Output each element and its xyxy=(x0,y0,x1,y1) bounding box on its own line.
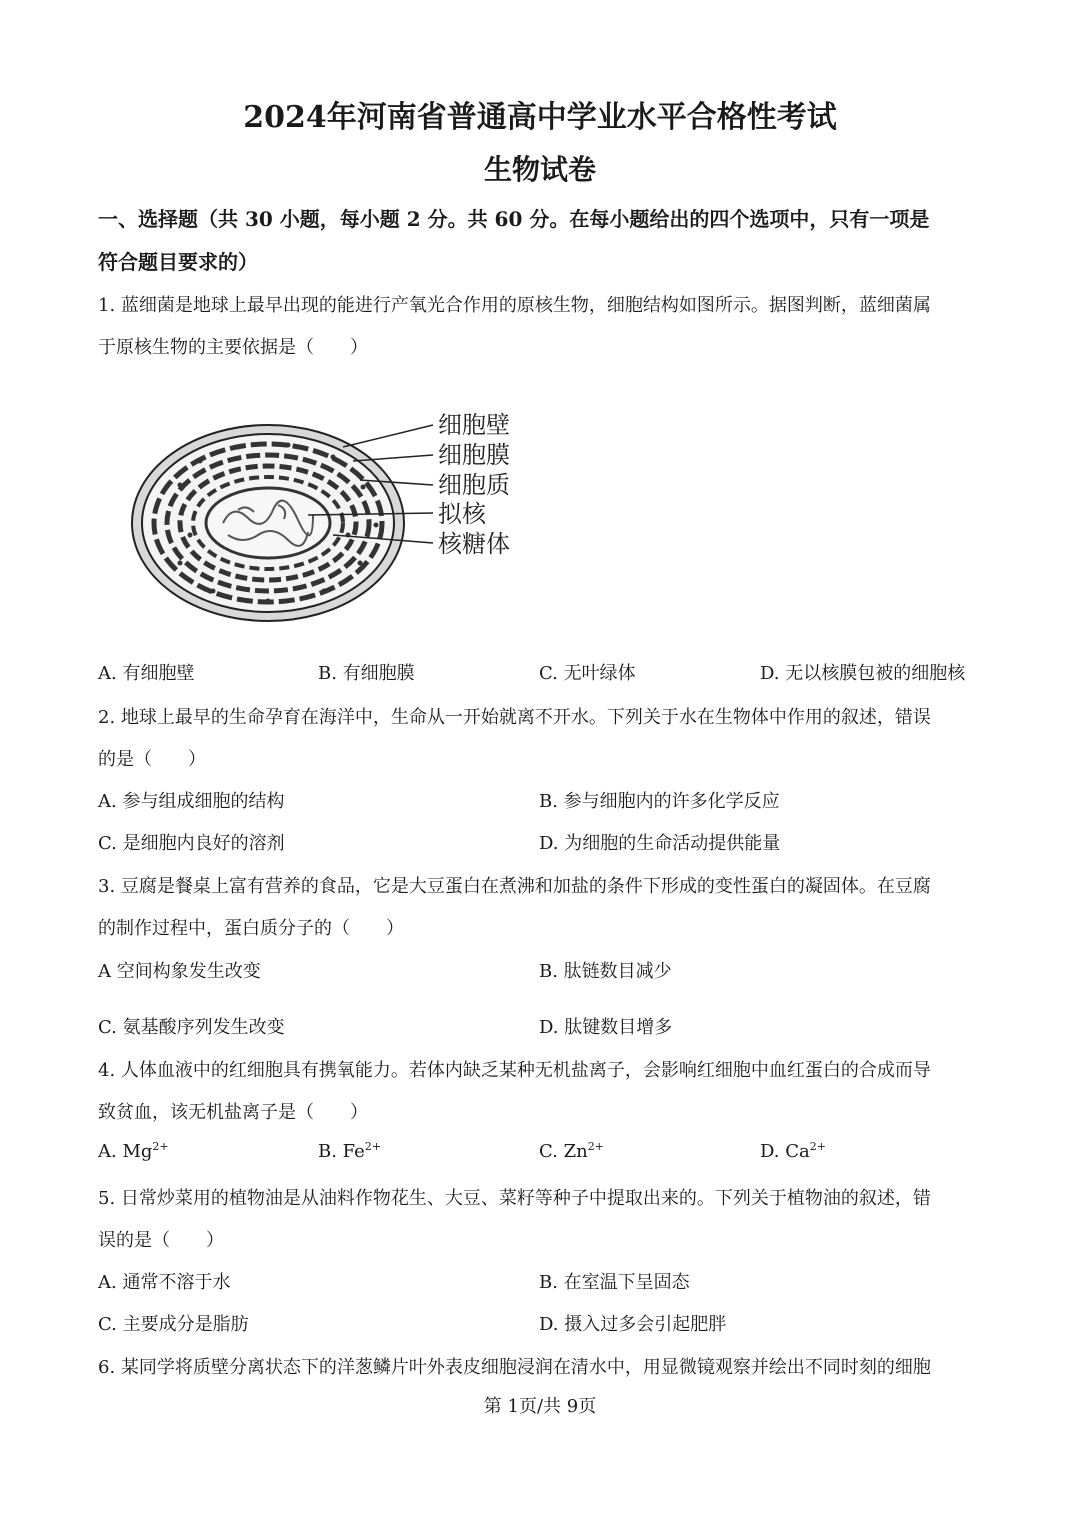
q5-option-a: A. 通常不溶于水 xyxy=(98,1272,231,1293)
q4-option-b-charge: 2+ xyxy=(364,1140,382,1153)
q2-option-a: A. 参与组成细胞的结构 xyxy=(98,791,285,812)
q2-option-c: C. 是细胞内良好的溶剂 xyxy=(98,833,285,854)
cyanobacteria-cell-diagram xyxy=(128,395,548,625)
q4-option-d xyxy=(760,1140,826,1162)
cell-body xyxy=(132,425,404,621)
question-2-line2: 的是（ ） xyxy=(98,749,206,770)
q4-option-a-text: A. Mg xyxy=(98,1141,153,1162)
page-number: 第 1页/共 9页 xyxy=(483,1396,597,1417)
exam-subtitle: 生物试卷 xyxy=(483,153,596,186)
q4-option-b-text: B. Fe xyxy=(318,1141,365,1162)
q3-option-c: C. 氨基酸序列发生改变 xyxy=(98,1017,285,1038)
q5-option-c: C. 主要成分是脂肪 xyxy=(98,1314,249,1335)
label-cell-membrane: 细胞膜 xyxy=(438,441,510,469)
q4-option-c-charge: 2+ xyxy=(587,1140,604,1153)
q1-option-b: B. 有细胞膜 xyxy=(318,663,415,684)
q4-option-b xyxy=(318,1140,381,1162)
label-cell-wall: 细胞壁 xyxy=(438,411,510,439)
section-heading-line1: 一、选择题（共 30 小题，每小题 2 分。共 60 分。在每小题给出的四个选项中，只有一项是 xyxy=(98,207,930,231)
q4-option-c-text: C. Zn xyxy=(539,1141,588,1162)
exam-title: 2024年河南省普通高中学业水平合格性考试 xyxy=(243,100,837,135)
question-1-line1: 1. 蓝细菌是地球上最早出现的能进行产氧光合作用的原核生物，细胞结构如图所示。据图判断，蓝细菌属 xyxy=(98,295,931,316)
question-4-line2: 致贫血，该无机盐离子是（ ） xyxy=(98,1102,368,1123)
q4-option-c xyxy=(539,1140,604,1162)
question-2-line1: 2. 地球上最早的生命孕育在海洋中，生命从一开始就离不开水。下列关于水在生物体中作用的叙述，错误 xyxy=(98,707,931,728)
q5-option-d: D. 摄入过多会引起肥胖 xyxy=(539,1314,727,1335)
question-1-line2: 于原核生物的主要依据是（ ） xyxy=(98,337,368,358)
q3-option-a: A 空间构象发生改变 xyxy=(98,961,261,982)
question-3-line1: 3. 豆腐是餐桌上富有营养的食品，它是大豆蛋白在煮沸和加盐的条件下形成的变性蛋白的凝固体。在豆腐 xyxy=(98,876,931,897)
q4-option-a xyxy=(98,1140,169,1162)
q3-option-d: D. 肽键数目增多 xyxy=(539,1017,673,1038)
question-4-line1: 4. 人体血液中的红细胞具有携氧能力。若体内缺乏某种无机盐离子，会影响红细胞中血红蛋白的合成而导 xyxy=(98,1060,931,1081)
q4-option-d-text: D. Ca xyxy=(760,1141,810,1162)
q1-option-a: A. 有细胞壁 xyxy=(98,663,195,684)
question-3-line2: 的制作过程中，蛋白质分子的（ ） xyxy=(98,918,404,939)
q2-option-d: D. 为细胞的生命活动提供能量 xyxy=(539,833,781,854)
label-ribosome: 核糖体 xyxy=(438,530,510,558)
q4-option-a-charge: 2+ xyxy=(152,1140,169,1153)
question-5-line2: 误的是（ ） xyxy=(98,1230,224,1251)
question-6-line1: 6. 某同学将质壁分离状态下的洋葱鳞片叶外表皮细胞浸润在清水中，用显微镜观察并绘出不同时刻的细胞 xyxy=(98,1357,931,1378)
label-cytoplasm: 细胞质 xyxy=(438,471,510,499)
q4-option-d-charge: 2+ xyxy=(809,1140,826,1153)
q5-option-b: B. 在室温下呈固态 xyxy=(539,1272,690,1293)
question-5-line1: 5. 日常炒菜用的植物油是从油料作物花生、大豆、菜籽等种子中提取出来的。下列关于植物油的叙述，错 xyxy=(98,1188,931,1209)
q2-option-b: B. 参与细胞内的许多化学反应 xyxy=(539,791,780,812)
section-heading-line2: 符合题目要求的） xyxy=(98,250,258,274)
q1-option-d: D. 无以核膜包被的细胞核 xyxy=(760,663,966,684)
q1-option-c: C. 无叶绿体 xyxy=(539,663,636,684)
label-nucleoid: 拟核 xyxy=(438,500,486,528)
q3-option-b: B. 肽链数目减少 xyxy=(539,961,672,982)
